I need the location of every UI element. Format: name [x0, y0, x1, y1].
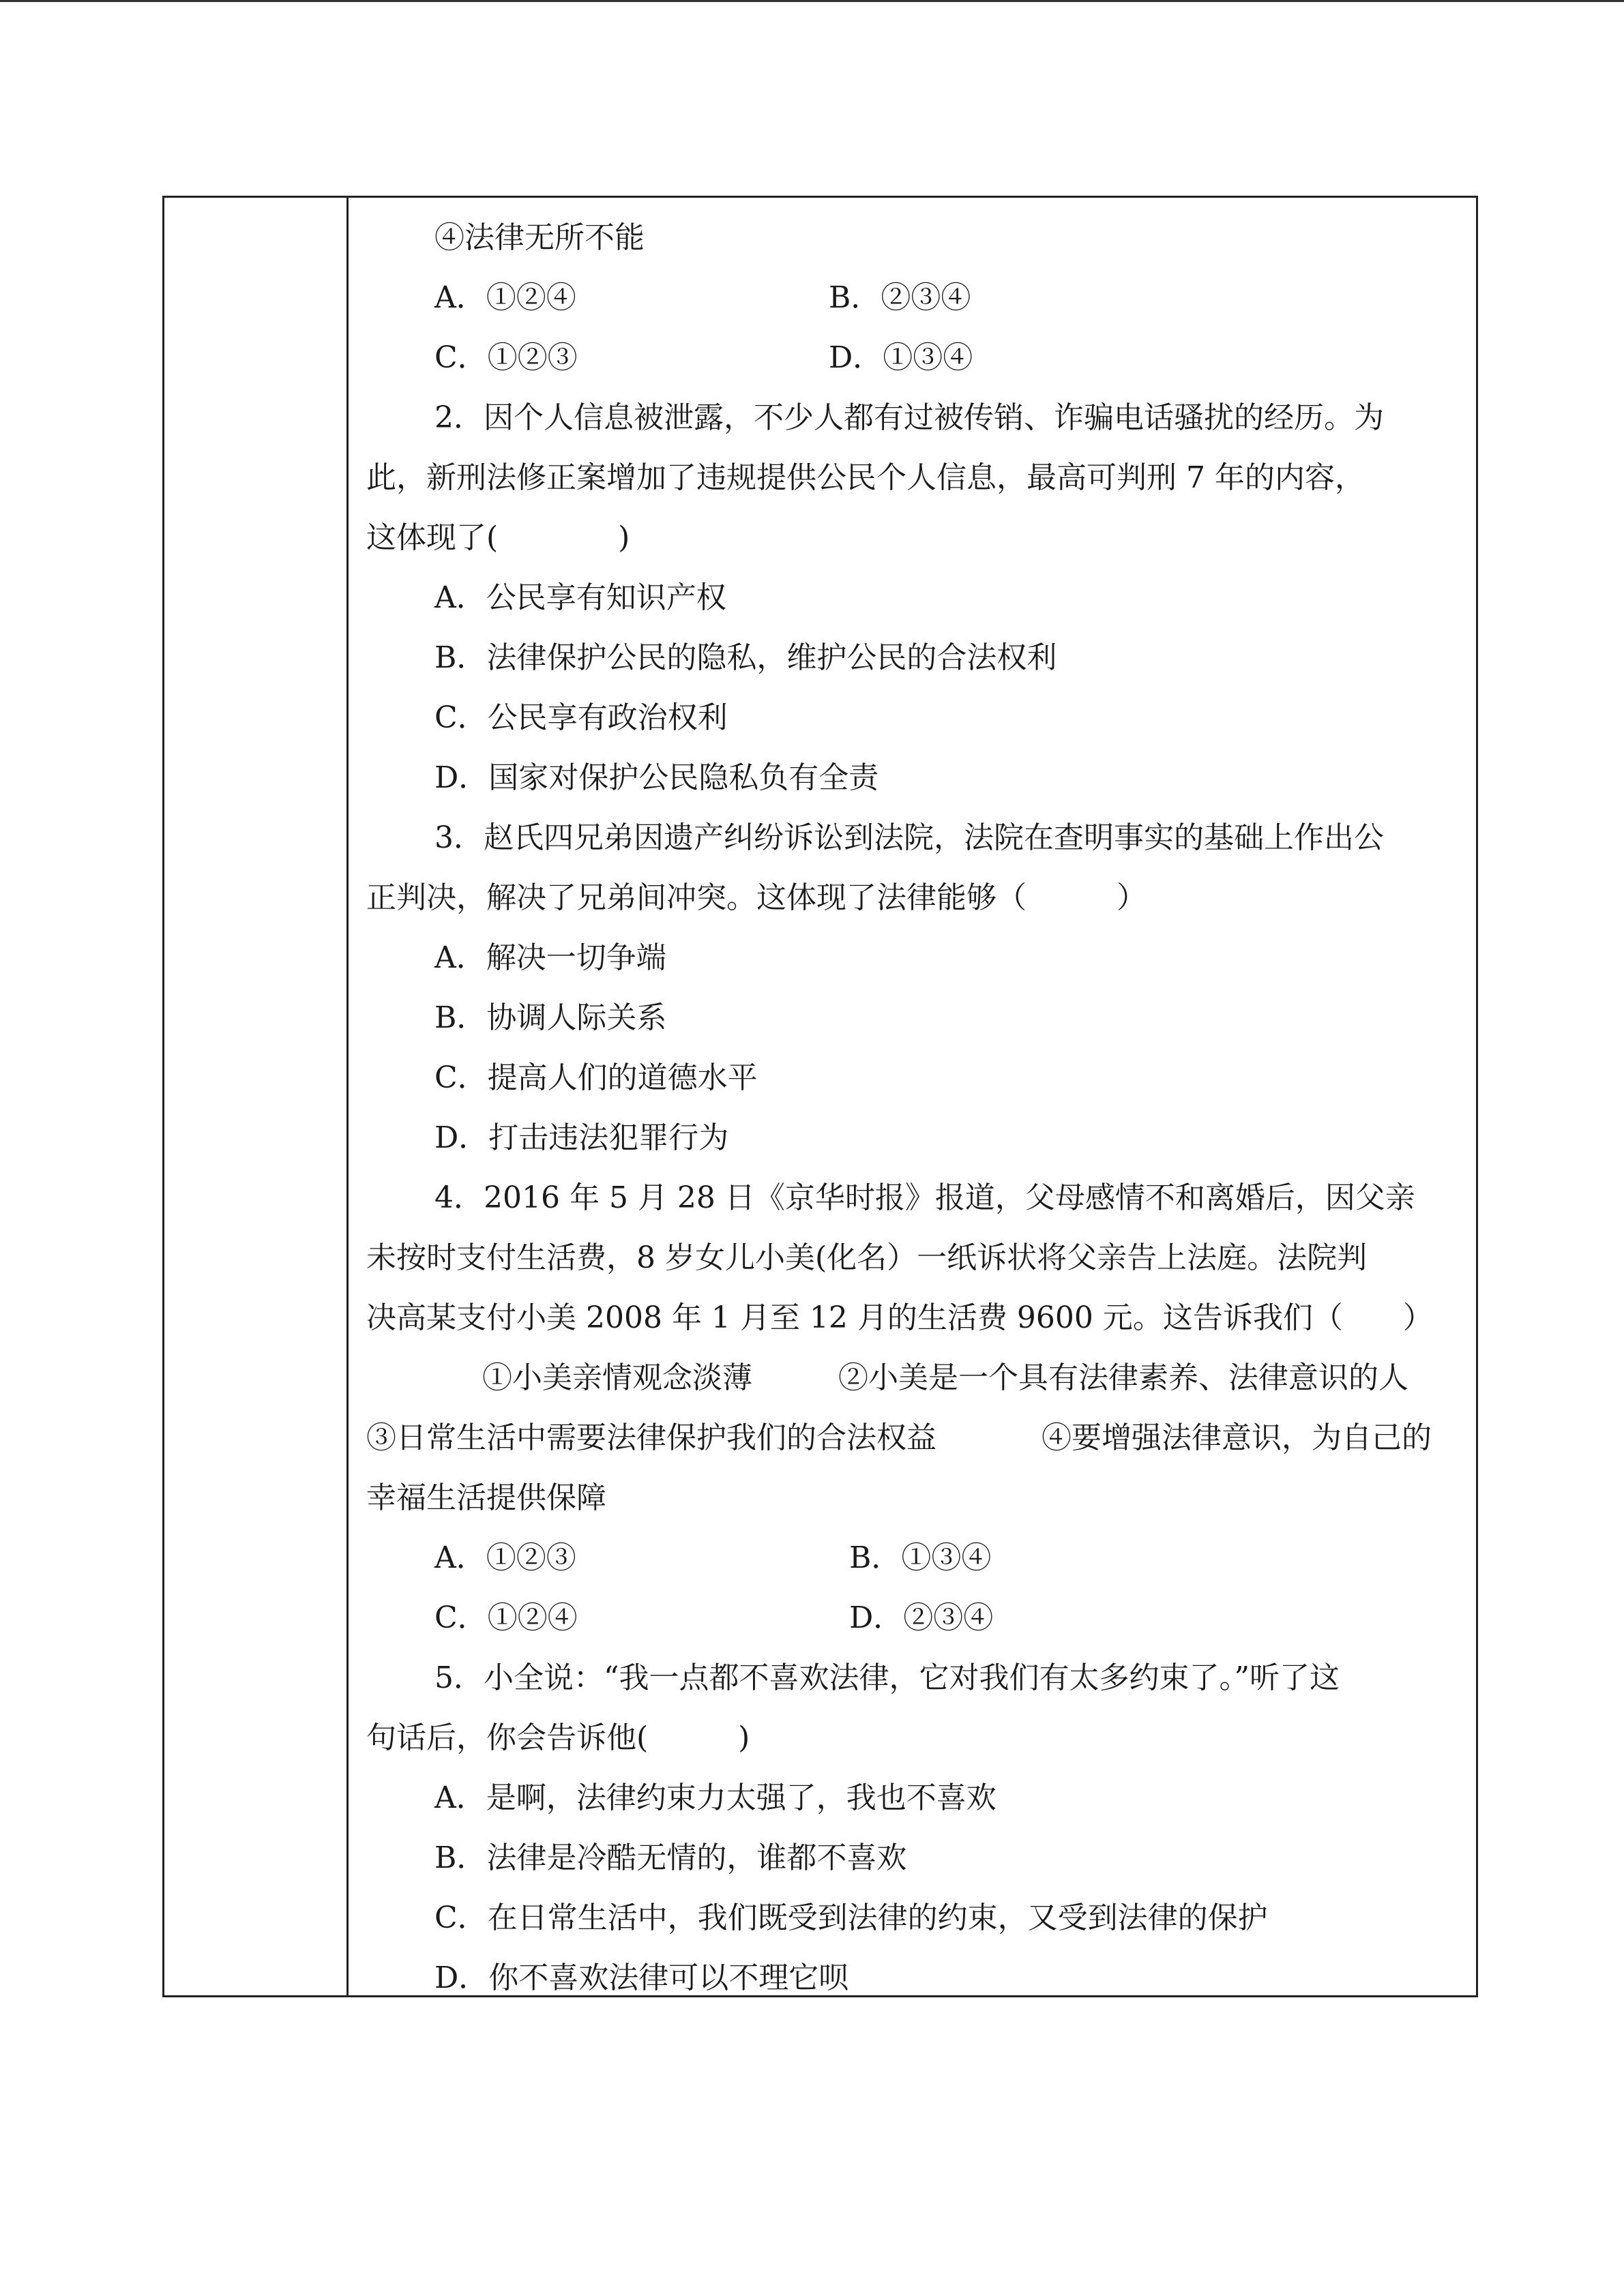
worksheet-table [162, 196, 1478, 1997]
q4-item-3: ③日常生活中需要法律保护我们的合法权益 [366, 1420, 936, 1455]
q2-stem-line-1: 2．因个人信息被泄露，不少人都有过被传销、诈骗电话骚扰的经历。为 [434, 400, 1384, 435]
q2-option-c: C．公民享有政治权利 [434, 700, 728, 735]
q5-option-a: A．是啊，法律约束力太强了，我也不喜欢 [434, 1780, 996, 1815]
q2-stem-line-2: 此，新刑法修正案增加了违规提供公民个人信息，最高可判刑 7 年的内容， [366, 460, 1365, 495]
q4-option-d: D．②③④ [849, 1600, 994, 1635]
q4-item-1: ①小美亲情观念淡薄 [482, 1360, 752, 1395]
q4-item-2: ②小美是一个具有法律素养、法律意识的人 [838, 1360, 1408, 1395]
q4-stem-line-3: 决高某支付小美 2008 年 1 月至 12 月的生活费 9600 元。这告诉我们（ ） [366, 1300, 1433, 1335]
q4-option-c: C．①②④ [434, 1600, 578, 1635]
q4-stem-line-2: 未按时支付生活费，8 岁女儿小美(化名）一纸诉状将父亲告上法庭。法院判 [366, 1240, 1368, 1275]
q1-item-4: ④法律无所不能 [434, 220, 645, 255]
q4-stem-line-1: 4．2016 年 5 月 28 日《京华时报》报道，父母感情不和离婚后，因父亲 [434, 1180, 1415, 1215]
q1-option-b: B．②③④ [829, 280, 971, 315]
q1-option-d: D．①③④ [829, 340, 973, 375]
q1-option-a: A．①②④ [434, 280, 576, 315]
q4-option-b: B．①③④ [849, 1540, 992, 1575]
q3-stem-line-2: 正判决，解决了兄弟间冲突。这体现了法律能够（ ） [366, 880, 1147, 915]
q3-option-a: A．解决一切争端 [434, 940, 666, 975]
q3-option-d: D．打击违法犯罪行为 [434, 1120, 729, 1155]
q2-option-b: B．法律保护公民的隐私，维护公民的合法权利 [434, 640, 1057, 675]
q4-item-4: ④要增强法律意识，为自己的 [1042, 1420, 1432, 1455]
q3-option-c: C．提高人们的道德水平 [434, 1060, 758, 1095]
q5-option-d: D．你不喜欢法律可以不理它呗 [434, 1960, 849, 1995]
q1-option-c: C．①②③ [434, 340, 578, 375]
q5-stem-line-2: 句话后，你会告诉他( ) [366, 1720, 750, 1755]
q5-option-c: C．在日常生活中，我们既受到法律的约束，又受到法律的保护 [434, 1900, 1268, 1935]
q4-option-a: A．①②③ [434, 1540, 576, 1575]
q5-option-b: B．法律是冷酷无情的，谁都不喜欢 [434, 1840, 907, 1875]
q4-item-4-cont: 幸福生活提供保障 [366, 1480, 606, 1515]
q2-stem-line-3: 这体现了( ) [366, 520, 630, 555]
q5-stem-line-1: 5．小全说：“我一点都不喜欢法律，它对我们有太多约束了。”听了这 [434, 1660, 1340, 1695]
q2-option-a: A．公民享有知识产权 [434, 580, 726, 615]
q3-stem-line-1: 3．赵氏四兄弟因遗产纠纷诉讼到法院，法院在查明事实的基础上作出公 [434, 820, 1384, 855]
table-left-column [164, 198, 349, 1995]
q2-option-d: D．国家对保护公民隐私负有全责 [434, 760, 879, 795]
q3-option-b: B．协调人际关系 [434, 1000, 667, 1035]
